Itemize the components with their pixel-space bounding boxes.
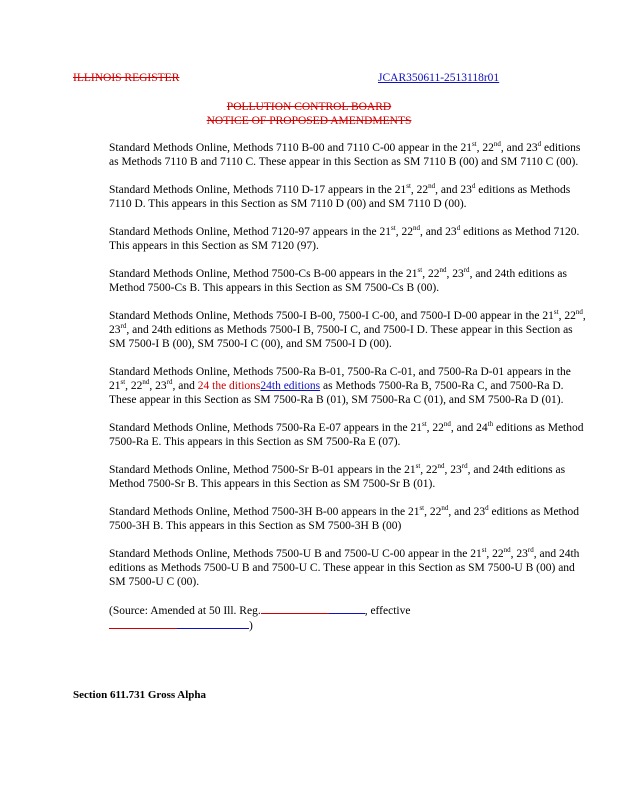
effective-blank <box>109 618 177 629</box>
method-paragraph: Standard Methods Online, Methods 7110 D-17 appears in the 21st, 22nd, and 23$^d$ editions as Methods 7110 D. This appears in this Section as SM 7110 D (00) and SM 7110 D (00). <box>109 182 571 210</box>
board-title: POLLUTION CONTROL BOARD <box>226 101 392 113</box>
register-header: ILLINOIS REGISTER <box>73 72 180 84</box>
register-blank-insert <box>329 603 365 614</box>
method-paragraph: Standard Methods Online, Method 7500-Sr B-01 appears in the 21st, 22nd, 23rd, and 24th editions as Method 7500-Sr B. This appears in this Section as SM 7500-Sr B (01). <box>109 462 566 490</box>
notice-title: NOTICE OF PROPOSED AMENDMENTS <box>206 115 412 127</box>
method-paragraph: Standard Methods Online, Method 7500-3H B-00 appears in the 21st, 22nd, and 23$^d$ editions as Method 7500-3H B. This appears in this Section as SM 7500-3H B (00) <box>109 504 580 532</box>
method-paragraph: Standard Methods Online, Method 7120-97 appears in the 21st, 22nd, and 23$^d$ editions as Method 7120. This appears in this Section as SM 7120 (97). <box>109 224 580 252</box>
method-paragraph: Standard Methods Online, Methods 7500-Ra B-01, 7500-Ra C-01, and 7500-Ra D-01 appears in the 21st, 22nd, 23rd, and 24 the ditions24th editions as Methods 7500-Ra B, 7500-Ra C, and 7500-Ra D. These appear in this Section as SM 7500-Ra B (01), SM 7500-Ra C (01), and SM 7500-Ra D (01). <box>109 366 571 406</box>
method-paragraph: Standard Methods Online, Method 7500-Cs B-00 appears in the 21st, 22nd, 23rd, and 24th editions as Method 7500-Cs B. This appears in this Section as SM 7500-Cs B (00). <box>109 266 567 294</box>
deleted-text: 24 the ditions <box>197 380 261 392</box>
effective-blank-insert <box>177 618 249 629</box>
method-paragraph: Standard Methods Online, Methods 7500-U B and 7500-U C-00 appear in the 21st, 22nd, 23rd, and 24th editions as Methods 7500-U B and 7500-U C. These appear in this Section as SM 7500-U B (00) and SM 7500-U C (00). <box>109 546 580 588</box>
source-note: (Source: Amended at 50 Ill. Reg. , effective ) <box>109 605 411 632</box>
method-paragraph: Standard Methods Online, Methods 7110 B-00 and 7110 C-00 appear in the 21st, 22nd, and 23$^d$ editions as Methods 7110 B and 7110 C. These appear in this Section as SM 7110 B (00) and SM 7110 C (00). <box>109 140 581 168</box>
document-body <box>109 141 587 647</box>
method-paragraph: Standard Methods Online, Methods 7500-Ra E-07 appears in the 21st, 22nd, and 24th editions as Method 7500-Ra E. This appears in this Section as SM 7500-Ra E (07). <box>109 420 584 448</box>
register-blank <box>261 603 329 614</box>
inserted-text: 24th editions <box>260 380 321 392</box>
method-paragraph: Standard Methods Online, Methods 7500-I B-00, 7500-I C-00, and 7500-I D-00 appear in the 21st, 22nd, 23rd, and 24th editions as Methods 7500-I B, 7500-I C, and 7500-I D. These appear in this Section as SM 7500-I B (00), SM 7500-I C (00), and SM 7500-I D (00). <box>109 308 586 350</box>
section-heading: Section 611.731 Gross Alpha <box>73 689 207 701</box>
jcar-code: JCAR350611-2513118r01 <box>378 72 500 84</box>
